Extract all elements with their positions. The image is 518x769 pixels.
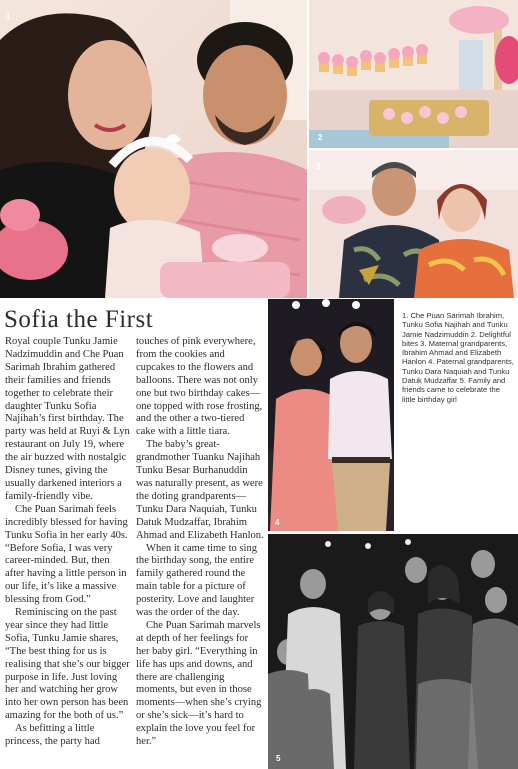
paragraph: Che Puan Sarimah feels incredibly blessed for having Tunku Sofia in her early 40s. “Before Sofia, I was very career-minded. But, then after having a little person in our life, it’s like a massive blessing from God.” xyxy=(5,503,128,606)
paragraph: Reminiscing on the past year since they had little Sofia, Tunku Jamie shares, “The best thing for us is realising that she’s our bigger purpose in life. Just loving her and watching her grow into her own person has been amazing for the both of us.” xyxy=(5,607,130,722)
photo-number-1: 1 xyxy=(6,12,11,21)
paragraph: touches of pink everywhere, from the cookies and cupcakes to the flowers and balloons. There was not only one but two birthday cakes—one topped with rose frosting, and the other a two-tiered cake with a little tiara. xyxy=(136,336,263,438)
photo-paternal-grandparents xyxy=(268,299,394,531)
photo-number-2: 2 xyxy=(318,133,323,142)
photo-caption: 1. Che Puan Sarimah Ibrahim, Tunku Sofia Najihah and Tunku Jamie Nadzimuddin 2. Delightful bites 3. Maternal grandparents, Ibrahim Ahmad and Elizabeth Hanlon 4. Paternal grandparents, Tunku Dara Naquiah and Tunku Datuk Mudzaffar 5. Family and friends came to celebrate the little birthday girl xyxy=(402,311,514,404)
article-column-2 xyxy=(136,336,264,769)
photo-number-4: 4 xyxy=(275,518,280,527)
paragraph: When it came time to sing the birthday song, the entire family gathered round the main table for a picture of posterity. Love and laughter was the order of the day. xyxy=(136,542,258,619)
photo-maternal-grandparents xyxy=(309,150,518,298)
photo-family-portrait xyxy=(0,0,307,298)
paragraph: As befitting a little princess, the party had xyxy=(5,723,100,748)
photo-family-friends xyxy=(268,534,518,769)
article-column-1 xyxy=(5,336,131,769)
article-title: Sofia the First xyxy=(4,306,154,333)
photo-dessert-table xyxy=(309,0,518,148)
paragraph: The baby’s great-grandmother Tuanku Najihah Tunku Besar Burhanuddin was naturally present, as were the doting grandparents—Tunku Dara Naquiah, Tunku Datuk Mudzaffar, Ibrahim Ahmad and Elizabeth Hanlon. xyxy=(136,439,264,541)
paragraph: Royal couple Tunku Jamie Nadzimuddin and Che Puan Sarimah Ibrahim gathered their families and friends together to celebrate their daughter Tunku Sofia Najihah’s first birthday. The party was held at Ruyi & Lyn restaurant on July 19, where the air buzzed with nostalgic Disney tunes, giving the usually darkened interiors a family-friendly vibe. xyxy=(5,336,130,502)
photo-number-5: 5 xyxy=(276,754,281,763)
photo-number-3: 3 xyxy=(316,162,321,171)
paragraph: Che Puan Sarimah marvels at depth of her feelings for her baby girl. “Everything in life has ups and downs, and there are challenging moments, but even in those moments—when she’s crying or she’s sick—it’s hard to explain the love you feel for her.” xyxy=(136,619,262,748)
